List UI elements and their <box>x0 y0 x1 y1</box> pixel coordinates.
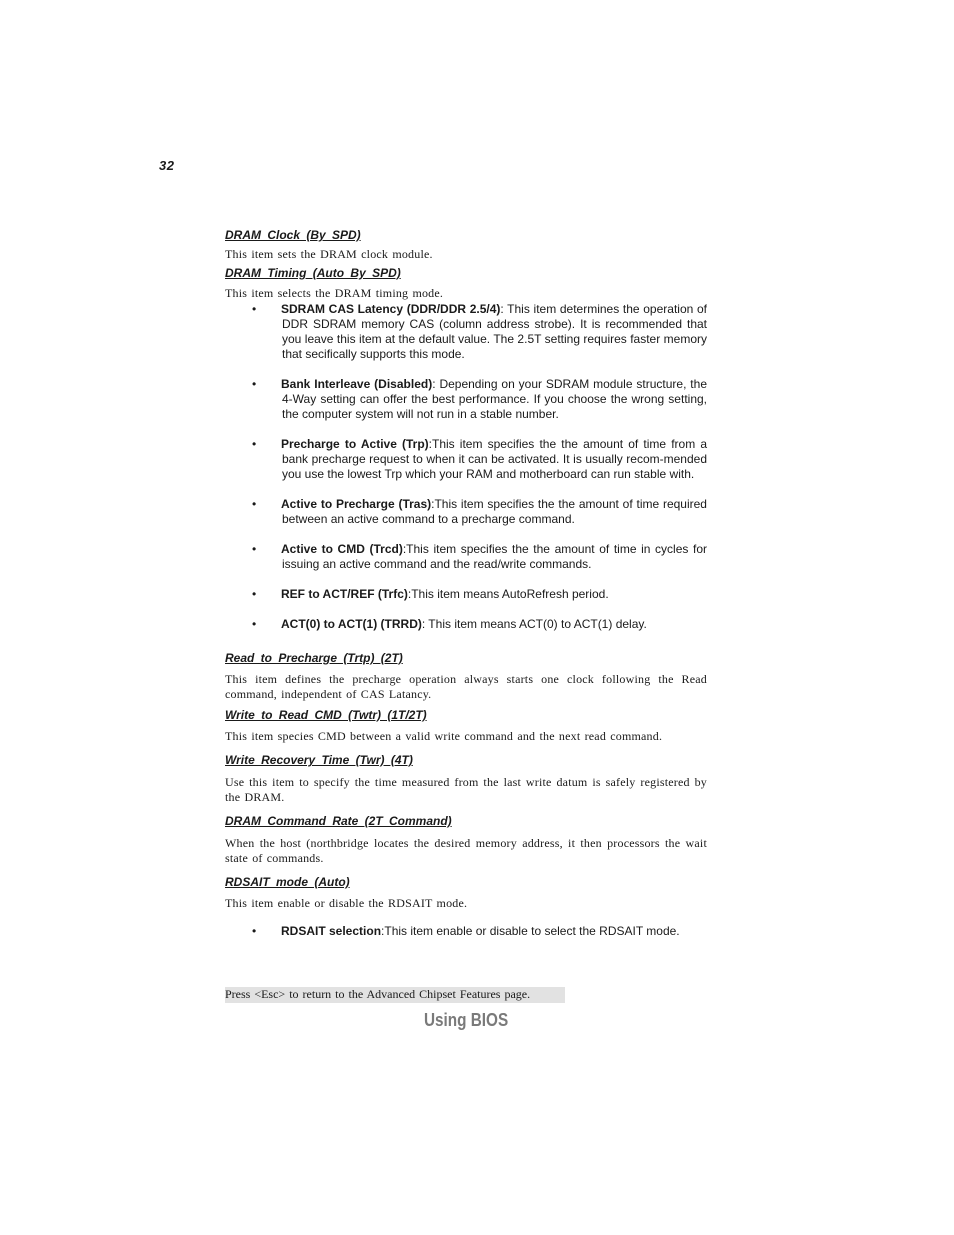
bullet-text: :This item specifies the the amount of time in cycles for issuing an active command and the read/write commands. <box>282 542 707 571</box>
section-body-read-to-precharge: This item defines the precharge operation always starts one clock following the Read command, independent of CAS Latancy. <box>225 672 707 701</box>
section-heading-command-rate: DRAM Command Rate (2T Command) <box>225 814 452 828</box>
section-heading-write-to-read: Write to Read CMD (Twtr) (1T/2T) <box>225 708 427 722</box>
bullet-text: :This item means AutoRefresh period. <box>407 587 609 601</box>
bullet-text: :This item specifies the the amount of time required between an active command to a precharge command. <box>282 497 707 526</box>
section-body-write-to-read: This item species CMD between a valid write command and the next read command. <box>225 729 663 743</box>
bullet-term: RDSAIT selection <box>281 924 382 938</box>
list-item <box>225 924 707 939</box>
bullet-icon: • <box>252 924 257 938</box>
bullet-text: :This item specifies the the amount of time from a bank precharge request to when it can be activated. It is usually recom-mended you use the lowest Trp which your RAM and motherboard can run stable with. <box>282 437 707 481</box>
bullet-icon: • <box>252 587 257 601</box>
bullet-text: :This item enable or disable to select the RDSAIT mode. <box>381 924 680 938</box>
bullet-text: : Depending on your SDRAM module structure, the 4-Way setting can offer the best performance. If you choose the wrong setting, the computer system will not run in a stable number. <box>282 377 707 421</box>
bullet-term: SDRAM CAS Latency (DDR/DDR 2.5/4) <box>281 302 501 316</box>
bullet-term: ACT(0) to ACT(1) (TRRD) <box>281 617 422 631</box>
footer-title: Using BIOS <box>424 1010 509 1030</box>
section-body-command-rate: When the host (northbridge locates the desired memory address, it then processors the wait state of commands. <box>225 836 707 865</box>
section-heading-dram-timing: DRAM Timing (Auto By SPD) <box>225 266 401 280</box>
list-item <box>225 377 707 422</box>
bullet-text: : This item means ACT(0) to ACT(1) delay. <box>421 617 647 631</box>
bullet-term: Precharge to Active (Trp) <box>281 437 429 451</box>
section-body-rdsait: This item enable or disable the RDSAIT mode. <box>225 896 468 910</box>
rdsait-bullet-list <box>225 924 707 939</box>
section-body-dram-timing: This item selects the DRAM timing mode. <box>225 286 444 300</box>
bullet-icon: • <box>252 437 257 451</box>
section-body-write-recovery: Use this item to specify the time measured from the last write datum is safely registered by the DRAM. <box>225 775 707 804</box>
bullet-icon: • <box>252 617 257 631</box>
footer-note: Press <Esc> to return to the Advanced Chipset Features page. <box>225 987 565 1003</box>
page-number: 32 <box>159 158 175 173</box>
bullet-text: : This item determines the operation of DDR SDRAM memory CAS (column address strobe). It is recommended that you leave this item at the default value. The 2.5T setting requires faster memory that secifically supports this mode. <box>282 302 707 361</box>
bullet-term: Active to CMD (Trcd) <box>281 542 403 556</box>
list-item <box>225 587 707 602</box>
list-item <box>225 617 707 632</box>
bullet-term: REF to ACT/REF (Trfc) <box>281 587 408 601</box>
list-item <box>225 302 707 362</box>
bullet-term: Bank Interleave (Disabled) <box>281 377 433 391</box>
timing-bullet-list <box>225 302 707 632</box>
document-content <box>225 228 707 939</box>
bullet-icon: • <box>252 302 257 316</box>
bullet-term: Active to Precharge (Tras) <box>281 497 432 511</box>
section-heading-dram-clock: DRAM Clock (By SPD) <box>225 228 361 242</box>
list-item <box>225 497 707 527</box>
section-heading-write-recovery: Write Recovery Time (Twr) (4T) <box>225 753 413 767</box>
bullet-icon: • <box>252 377 257 391</box>
section-heading-rdsait: RDSAIT mode (Auto) <box>225 875 350 889</box>
bullet-icon: • <box>252 542 257 556</box>
section-body-dram-clock: This item sets the DRAM clock module. <box>225 247 433 261</box>
list-item <box>225 542 707 572</box>
section-heading-read-to-precharge: Read to Precharge (Trtp) (2T) <box>225 651 403 665</box>
list-item <box>225 437 707 482</box>
bullet-icon: • <box>252 497 257 511</box>
